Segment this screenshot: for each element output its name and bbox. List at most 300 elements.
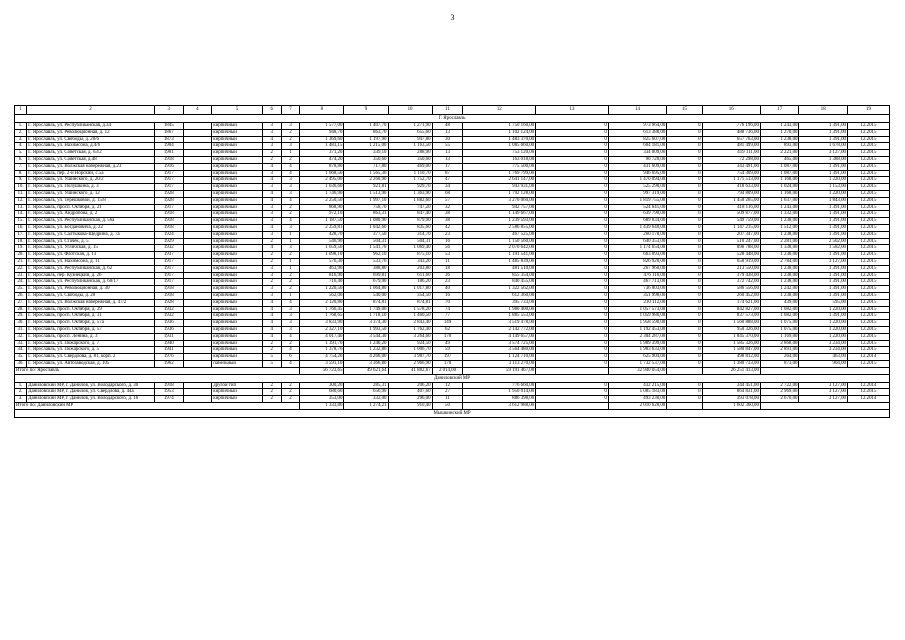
table-cell: 1 220,00 [799, 333, 847, 340]
table-cell: 3 [281, 184, 300, 191]
table-cell: 8. [15, 170, 27, 177]
table-cell: 510 247,00 [702, 238, 760, 245]
address-cell: Г. Ярославль, ул. Пожарского, д. 5 [27, 347, 155, 354]
table-cell: 2 [262, 156, 281, 163]
table-cell: 11 [432, 258, 463, 265]
table-cell: кирпичный [212, 313, 263, 320]
table-cell: 14. [15, 211, 27, 218]
table-cell: 1 483,15 [300, 143, 344, 150]
table-cell: кирпичный [212, 347, 263, 354]
table-cell: 36. [15, 360, 27, 367]
total-cell: 1 274,21 [344, 403, 388, 410]
table-cell: 1 369,60 [300, 136, 344, 143]
table-cell: 1 168,00 [760, 177, 799, 184]
table-cell: 74 [432, 306, 463, 313]
column-number-cell: 4 [183, 106, 212, 115]
table-cell: 0 [536, 177, 609, 184]
table-cell: 1932 [154, 306, 183, 313]
table-cell: 3 [281, 143, 300, 150]
table-cell: 0 [667, 389, 702, 396]
table-cell: 16 [432, 238, 463, 245]
table-cell: 3 264,60 [388, 333, 432, 340]
table-cell: 1 085 183,00 [608, 389, 666, 396]
table-cell: кирпичный [212, 177, 263, 184]
table-row [15, 258, 890, 265]
table-cell [183, 156, 212, 163]
table-cell [183, 313, 212, 320]
table-cell: 1 006,70 [388, 347, 432, 354]
table-cell: 12.2015 [847, 340, 889, 347]
table-cell: 1924 [154, 231, 183, 238]
table-cell: 0 [667, 347, 702, 354]
table-cell: 296,00 [388, 396, 432, 403]
table-cell: 2 260,90 [344, 177, 388, 184]
table-cell: 1936 [154, 326, 183, 333]
table-row [15, 156, 890, 163]
table-cell: 3 127,00 [799, 150, 847, 157]
table-cell: 354,50 [388, 292, 432, 299]
table-cell: 1 513,90 [344, 190, 388, 197]
table-cell: 1 124 710,00 [463, 354, 536, 361]
table-cell: кирпичный [212, 306, 263, 313]
table-cell: 878,80 [300, 163, 344, 170]
table-cell: 13 [432, 129, 463, 136]
table-cell: 0 [667, 231, 702, 238]
table-cell [183, 320, 212, 327]
table-cell: 42 [432, 224, 463, 231]
column-number-cell: 11 [432, 106, 463, 115]
table-cell: 679,90 [344, 279, 388, 286]
table-cell: 1940 [154, 340, 183, 347]
table-cell: 864 831,00 [702, 389, 760, 396]
address-cell: Г. Ярославль, ул. Ушинского, д. 20/2 [27, 177, 155, 184]
table-cell [183, 184, 212, 191]
table-cell [183, 190, 212, 197]
table-cell: 0 [667, 396, 702, 403]
table-cell: кирпичный [212, 340, 263, 347]
table-cell: 562,00 [300, 292, 344, 299]
table-cell: 657 763,00 [702, 136, 760, 143]
table-cell: 467 525,00 [463, 231, 536, 238]
table-cell: 1 363,90 [388, 190, 432, 197]
table-cell [183, 252, 212, 259]
table-cell: 23. [15, 272, 27, 279]
table-cell: 467 713,00 [608, 279, 666, 286]
table-cell: 90 720,00 [608, 156, 666, 163]
table-cell: 170 [432, 333, 463, 340]
table-cell: 12.2014 [847, 396, 889, 403]
table-cell: 0 [536, 396, 609, 403]
table-cell: 4 [262, 224, 281, 231]
table-cell: 1 238,00 [760, 252, 799, 259]
table-cell: 1867 [154, 129, 183, 136]
table-cell: 1 541,70 [344, 245, 388, 252]
empty-cell [667, 367, 702, 374]
table-cell: 351 998,00 [608, 292, 666, 299]
table-cell: 481 499,00 [702, 143, 760, 150]
table-cell: 540,00 [344, 292, 388, 299]
table-cell: 1 746,90 [300, 190, 344, 197]
table-cell: 0 [536, 156, 609, 163]
table-cell: 948,70 [300, 129, 344, 136]
table-cell: 3 [262, 204, 281, 211]
table-cell: 4 266,00 [344, 354, 388, 361]
table-cell: 656,90 [344, 389, 388, 396]
table-cell: 34. [15, 347, 27, 354]
table-cell: 4 [281, 218, 300, 225]
table-cell: 1928 [154, 299, 183, 306]
column-number-cell: 14 [608, 106, 666, 115]
table-cell: 1918 [154, 211, 183, 218]
column-number-cell: 15 [667, 106, 702, 115]
table-cell: 1 885 553,00 [463, 313, 536, 320]
table-cell: 3. [15, 396, 27, 403]
table-cell: 2 [262, 382, 281, 389]
table-cell: 1 080,90 [344, 218, 388, 225]
table-cell: 893,00 [760, 143, 799, 150]
empty-cell [536, 403, 609, 410]
table-row [15, 238, 890, 245]
table-cell: 0 [536, 245, 609, 252]
table-cell: 0 [667, 258, 702, 265]
table-cell: 2 [262, 347, 281, 354]
table-cell: 3 544,30 [344, 333, 388, 340]
table-cell: 1 578,20 [388, 306, 432, 313]
table-cell: 0 [536, 136, 609, 143]
table-cell: 1 391,00 [799, 218, 847, 225]
table-cell: 2 [262, 238, 281, 245]
table-cell: 12. [15, 197, 27, 204]
table-cell: 546,90 [300, 238, 344, 245]
table-cell: 1 407,70 [344, 123, 388, 130]
table-cell: 0 [667, 184, 702, 191]
table-cell: 207 347,00 [702, 231, 760, 238]
table-cell: 0 [667, 224, 702, 231]
table-cell: 0 [536, 360, 609, 367]
table-cell: 0 [536, 347, 609, 354]
table-row [15, 340, 890, 347]
table-cell: 418 633,00 [702, 184, 760, 191]
table-cell: 17. [15, 231, 27, 238]
table-cell: 835,60 [388, 224, 432, 231]
table-cell: 3 [262, 211, 281, 218]
table-row [15, 231, 890, 238]
table-cell: 6. [15, 156, 27, 163]
table-cell [183, 123, 212, 130]
table-cell: 2 [262, 279, 281, 286]
table-cell: 48 [432, 123, 463, 130]
section-title-row [15, 115, 890, 123]
table-cell: 1 220,00 [799, 320, 847, 327]
table-cell: 837 573,00 [702, 313, 760, 320]
table-row [15, 279, 890, 286]
table-cell: другой тип [212, 382, 263, 389]
section-title: Г. Ярославль [15, 115, 890, 123]
table-cell: 40 [432, 286, 463, 293]
table-cell: 1 750 160,00 [463, 123, 536, 130]
table-cell [183, 163, 212, 170]
column-number-cell: 16 [702, 106, 760, 115]
table-cell: 30. [15, 320, 27, 327]
table-cell: 1917 [154, 177, 183, 184]
table-cell [183, 340, 212, 347]
table-cell: 2 [281, 272, 300, 279]
table-cell: 0 [667, 360, 702, 367]
table-cell: 1 246,20 [344, 340, 388, 347]
table-cell: 2 [262, 150, 281, 157]
table-cell: 12.2015 [847, 299, 889, 306]
table-cell: 972,10 [300, 211, 344, 218]
table-cell: 524 641,00 [608, 204, 666, 211]
table-cell: 0 [667, 340, 702, 347]
table-cell: 3 [262, 143, 281, 150]
table-cell: 18 [432, 265, 463, 272]
table-cell [183, 238, 212, 245]
table-cell: 11 [432, 396, 463, 403]
table-cell: 12.2015 [847, 211, 889, 218]
table-cell: 0 [667, 245, 702, 252]
table-cell: 2 [281, 279, 300, 286]
column-number-cell: 9 [344, 106, 388, 115]
table-cell: 3 [262, 286, 281, 293]
table-cell: 0 [536, 333, 609, 340]
table-cell: 0 [536, 299, 609, 306]
address-cell: Г. Ярославль, ул. Стачек, д. 5 [27, 238, 155, 245]
section-title-row [15, 374, 890, 382]
table-cell: 174 621,00 [702, 299, 760, 306]
table-cell: 1 749,00 [344, 306, 388, 313]
table-cell: 2 259,81 [300, 224, 344, 231]
address-cell: Г. Ярославль, просп. Октября, д. 31 [27, 313, 155, 320]
table-cell: 2 495,00 [300, 177, 344, 184]
table-cell: 2 [281, 382, 300, 389]
address-cell: Г. Ярославль, ул. Свободы, д. 20/6 [27, 136, 155, 143]
table-cell: 12.2014 [847, 382, 889, 389]
table-cell: 12.2015 [847, 156, 889, 163]
table-cell: 203,80 [388, 265, 432, 272]
table-cell: 16 [432, 292, 463, 299]
table-cell: 1 732 537,00 [608, 360, 666, 367]
table-cell: 533,70 [344, 258, 388, 265]
table-cell: 2 [281, 340, 300, 347]
table-cell: 12.2015 [847, 129, 889, 136]
table-cell: 4 [262, 163, 281, 170]
table-row [15, 197, 890, 204]
table-cell: 0 [536, 204, 609, 211]
table-cell: 12.2015 [847, 347, 889, 354]
table-cell: 2 [262, 340, 281, 347]
table-cell: кирпичный [212, 286, 263, 293]
table-cell: 12.2015 [847, 136, 889, 143]
table-cell: 1917 [154, 184, 183, 191]
table-cell: 504,31 [388, 238, 432, 245]
table-cell: 0 [667, 252, 702, 259]
table-cell: 1 017,80 [388, 286, 432, 293]
empty-cell [760, 367, 889, 374]
total-cell: 3 612 988,00 [463, 403, 536, 410]
table-cell: 0 [536, 238, 609, 245]
table-cell: 418 116,00 [702, 204, 760, 211]
table-cell: 0 [667, 123, 702, 130]
table-cell: кирпичный [212, 258, 263, 265]
total-cell: 49 621,64 [344, 367, 388, 374]
table-cell: кирпичный [212, 129, 263, 136]
table-cell: 0 [536, 272, 609, 279]
table-cell: 0 [536, 218, 609, 225]
table-cell: 1 391,00 [799, 211, 847, 218]
table-cell: 0 [536, 265, 609, 272]
table-cell: кирпичный [212, 354, 263, 361]
table-cell: 1 391,00 [799, 136, 847, 143]
table-cell: 873,00 [760, 360, 799, 367]
table-cell: 0 [667, 136, 702, 143]
table-cell: 716,40 [300, 279, 344, 286]
table-cell: 1 768,65 [300, 313, 344, 320]
table-cell: 1 439 640,00 [608, 224, 666, 231]
table-cell: 12.2015 [847, 143, 889, 150]
table-row [15, 272, 890, 279]
table-row [15, 396, 890, 403]
table-cell: 12.2015 [847, 360, 889, 367]
table-cell: 1 391,00 [799, 292, 847, 299]
table-cell: 432 215,00 [608, 382, 666, 389]
table-cell: 38 [432, 211, 463, 218]
table-cell: 776 196,00 [702, 123, 760, 130]
table-cell: кирпичный [212, 279, 263, 286]
table-cell [183, 204, 212, 211]
table-cell: 0 [536, 292, 609, 299]
table-cell: 431 609,00 [608, 163, 666, 170]
table-cell: 2 641 147,00 [463, 177, 536, 184]
table-cell: 1917 [154, 265, 183, 272]
table-row [15, 299, 890, 306]
table-cell: 62 [432, 326, 463, 333]
table-row [15, 204, 890, 211]
table-cell: 12.2015 [847, 224, 889, 231]
table-cell: 1917 [154, 279, 183, 286]
table-cell: 5. [15, 150, 27, 157]
table-cell: 625 904,00 [608, 354, 666, 361]
table-cell: 1 064,80 [344, 286, 388, 293]
section-title-row [15, 410, 890, 418]
table-cell: 1918 [154, 224, 183, 231]
table-cell: кирпичный [212, 143, 263, 150]
table-cell: 842 827,00 [702, 306, 760, 313]
table-cell: 2 [262, 252, 281, 259]
section-title: Даниловский МР [15, 374, 890, 382]
address-cell: Г. Ярославль, ул. Свободы, д. 20 [27, 292, 155, 299]
table-cell: 332,00 [344, 396, 388, 403]
column-number-cell: 19 [847, 106, 889, 115]
empty-cell [760, 403, 889, 410]
table-cell: 0 [667, 326, 702, 333]
table-cell: 1 659,50 [300, 245, 344, 252]
total-cell: 2 010 628,00 [608, 403, 666, 410]
table-cell: 655,60 [388, 129, 432, 136]
table-cell: 1916 [154, 163, 183, 170]
table-cell: 549 759,00 [702, 218, 760, 225]
table-cell: 3 519 478,00 [463, 320, 536, 327]
address-cell: Г. Ярославль, просп. Октября, д. 29 [27, 306, 155, 313]
table-cell: 12.2015 [847, 170, 889, 177]
table-cell: 1928 [154, 190, 183, 197]
table-cell: 1 391,00 [799, 163, 847, 170]
table-cell: 4 149 657,00 [463, 333, 536, 340]
table-cell: 395 733,00 [463, 299, 536, 306]
table-cell: кирпичный [212, 231, 263, 238]
table-cell: кирпичный [212, 224, 263, 231]
table-cell [183, 211, 212, 218]
address-cell: Г. Ярославль, ул. Советская, д. 63/2 [27, 150, 155, 157]
table-row [15, 163, 890, 170]
table-cell: 469,00 [388, 163, 432, 170]
table-cell: 504,31 [344, 238, 388, 245]
table-cell: кирпичный [212, 163, 263, 170]
table-cell: 886 398,00 [463, 396, 536, 403]
table-cell: 4. [15, 143, 27, 150]
table-cell: 32 [432, 204, 463, 211]
table-cell: 12.2015 [847, 326, 889, 333]
table-cell: 1 238,00 [760, 272, 799, 279]
table-cell: 0 [667, 190, 702, 197]
table-cell: 1 [281, 238, 300, 245]
table-cell: 353,00 [300, 396, 344, 403]
page-number: 3 [450, 13, 455, 22]
table-cell: 0 [667, 286, 702, 293]
table-cell: 1 560 888,00 [702, 320, 760, 327]
table-cell: кирпичный [212, 389, 263, 396]
table-cell: 1 238,00 [760, 231, 799, 238]
table-cell: 1 989 399,00 [608, 340, 666, 347]
column-number-cell: 2 [27, 106, 155, 115]
table-cell [183, 177, 212, 184]
table-cell: 1 220,00 [799, 326, 847, 333]
table-cell: 197 [432, 354, 463, 361]
total-cell: 50 [432, 403, 463, 410]
table-cell: 1928 [154, 197, 183, 204]
table-cell: 1 950 014,00 [463, 389, 536, 396]
address-cell: Г. Ярославль, ул. Ушинского, д. 12 [27, 190, 155, 197]
table-row [15, 143, 890, 150]
table-cell: 1 [281, 150, 300, 157]
table-cell: 170 [432, 360, 463, 367]
table-cell: 4 [281, 197, 300, 204]
table-cell: кирпичный [212, 292, 263, 299]
address-cell: Даниловский МР, г. Данилов, ул. Володарского, д. 16 [27, 396, 155, 403]
table-cell: 924,50 [388, 340, 432, 347]
column-number-cell: 12 [463, 106, 536, 115]
table-cell: 21. [15, 258, 27, 265]
table-cell: 1 769 799,00 [463, 170, 536, 177]
total-cell: 56 723,65 [300, 367, 344, 374]
table-cell: 1 391,00 [799, 265, 847, 272]
total-cell: 32 940 054,00 [608, 367, 666, 374]
table-cell: 2 [281, 389, 300, 396]
table-cell: кирпичный [212, 320, 263, 327]
table-cell: 0 [536, 279, 609, 286]
table-cell: 0 [667, 354, 702, 361]
table-row [15, 326, 890, 333]
table-cell [183, 389, 212, 396]
address-cell: Г. Ярославль, ул. Терешковой, д. 15/8 [27, 197, 155, 204]
table-row [15, 218, 890, 225]
table-cell: 476 116,00 [608, 272, 666, 279]
table-cell [183, 306, 212, 313]
table-cell: 3 [281, 190, 300, 197]
table-cell: 1918 [154, 156, 183, 163]
table-cell: 1 338,00 [760, 245, 799, 252]
table-cell: кирпичный [212, 156, 263, 163]
